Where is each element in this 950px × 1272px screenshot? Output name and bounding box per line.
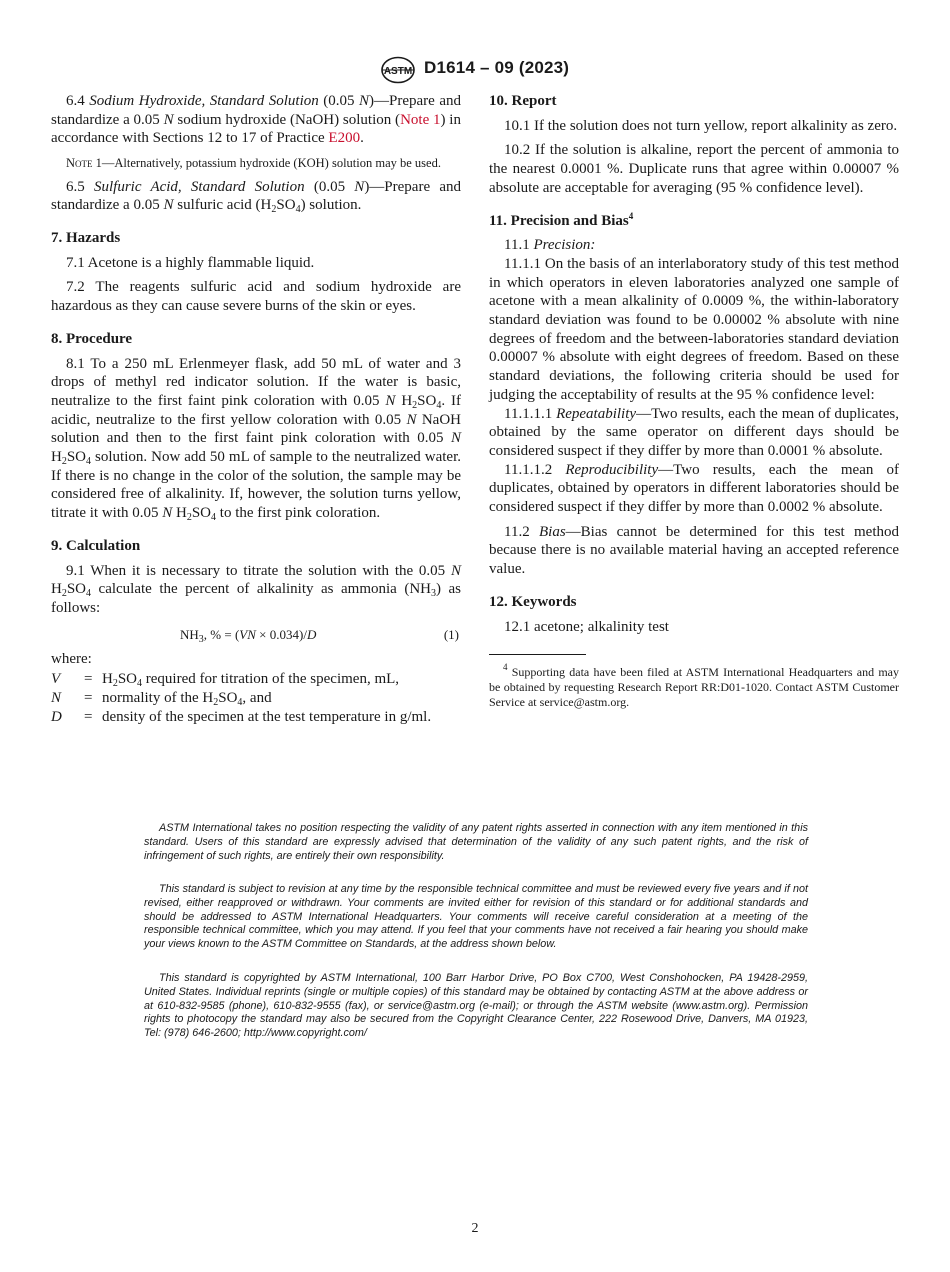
section-11-1-1-1: 11.1.1.1 Repeatability—Two results, each the mean of duplicates, obtained by the same operator on different days should be considered suspect if they differ by more than 0.0001 % absolute. <box>489 405 899 459</box>
document-designation: D1614 – 09 (2023) <box>424 58 570 77</box>
section-7-1: 7.1 Acetone is a highly flammable liquid. <box>66 254 315 271</box>
heading-keywords: 12. Keywords <box>489 593 577 610</box>
section-11-1-1-2: 11.1.1.2 Reproducibility—Two results, each the mean of duplicates, obtained by operators in different laboratories should be considered suspect if they differ by more than 0.0002 % absolute. <box>489 461 900 516</box>
section-9-1: 9.1 When it is necessary to titrate the solution with the 0.05 N $H_2SO_4$ calculate the percent of alkalinity as ammonia $(NH_3)$ as follows: <box>51 562 462 616</box>
section-11-1-1: 11.1.1 On the basis of an interlaboratory study of this test method in which operators in eleven laboratories analyzed one sample of acetone with a mean alkalinity of 0.0009 %, the within-laboratory standard deviation was found to be 0.00002 % absolute with nine degrees of freedom and the between-laboratories standard deviation 0.00007 % absolute with eight degrees of freedom. Based on these standard deviations, the following criteria should be used for judging the acceptability of results at the 95 % confidence level: <box>489 255 899 403</box>
footnote-4-ref[interactable]: 4 <box>628 210 634 221</box>
section-10-1: 10.1 If the solution does not turn yellow, report alkalinity as zero. <box>504 117 898 134</box>
copyright-notice: This standard is copyrighted by ASTM International, 100 Barr Harbor Drive, PO Box C700, West Conshohocken, PA 19428-2959, United States. Individual reprints (single or multiple copies) of this standard may be obtained by contacting ASTM at the above address or at 610-832-9585 (phone), 610-832-9555 (fax), or service@astm.org (e-mail); or through the ASTM website (www.astm.org). Permission rights to photocopy the standard may also be secured from the Copyright Clearance Center, 222 Rosewood Drive, Danvers, MA 01923, Tel: (978) 646-2600; http://www.copyright.com/ <box>144 972 808 1040</box>
equation-number: (1) <box>443 626 459 642</box>
heading-report: 10. Report <box>489 93 557 109</box>
left-column <box>51 92 461 726</box>
variable-v: V = $H_2SO_4$ required for titration of the specimen, mL, <box>51 671 400 690</box>
section-7-2: 7.2 The reagents sulfuric acid and sodium hydroxide are hazardous as they can cause severe burns of the skin or eyes. <box>51 279 461 315</box>
page-number: 2 <box>471 1221 479 1236</box>
section-10-2: 10.2 If the solution is alkaline, report the percent of ammonia to the nearest 0.0001 %. Duplicate runs that agree within 0.00007 % absolute are acceptable for averaging (95 % confidence level). <box>489 142 899 196</box>
variable-n: N = normality of the $H_2SO_4$, and <box>51 690 272 709</box>
variable-list <box>51 670 461 726</box>
footnote-4: $^4$ Supporting data have been filed at ASTM International Headquarters and may be obtained by requesting Research Report RR:D01-1020. Contact ASTM Customer Service at service@astm.org. <box>489 662 899 710</box>
heading-precision-bias: 11. Precision and Bias$^4$ <box>489 210 634 229</box>
page-header <box>0 56 950 84</box>
footnote-divider <box>489 654 586 655</box>
e200-link[interactable]: E200 <box>328 130 361 147</box>
section-12-1: 12.1 acetone; alkalinity test <box>504 618 669 635</box>
equation-1 <box>51 624 461 646</box>
note-1: Note 1—Alternatively, potassium hydroxide (KOH) solution may be used. <box>66 156 441 171</box>
heading-hazards: 7. Hazards <box>51 230 121 247</box>
right-column <box>489 92 899 710</box>
revision-disclaimer: This standard is subject to revision at any time by the responsible technical committee and must be reviewed every five years and if not revised, either reapproved or withdrawn. Your comments are invited either for revision of this standard or for additional standards and should be addressed to ASTM International Headquarters. Your comments will receive careful consideration at a meeting of the responsible technical committee, which you may attend. If you feel that your comments have not received a fair hearing you should make your views known to the ASTM Committee on Standards, at the address shown below. <box>144 883 808 951</box>
heading-procedure: 8. Procedure <box>51 330 133 347</box>
note-1-link[interactable]: Note 1 <box>400 111 441 128</box>
heading-calculation: 9. Calculation <box>51 537 141 554</box>
variable-d: D = density of the specimen at the test temperature in g/ml. <box>51 708 432 725</box>
equation-body: $NH_3$, % = (VN × 0.034)/D <box>180 626 317 645</box>
section-8-1: 8.1 To a 250 mL Erlenmeyer flask, add 50 mL of water and 3 drops of methyl red indicator solution. If the water is basic, neutralize to the first faint pink coloration with 0.05 N $H_2SO_4$. If acidic, neutralize to the first yellow coloration with 0.05 N NaOH solution and then to the first faint pink coloration with 0.05 N $H_2SO_4$ solution. Now add 50 mL of sample to the neutralized water. If there is no change in the color of the solution, the sample may be considered free of alkalinity. If, however, the solution turns yellow, titrate it with 0.05 N $H_2SO_4$ to the first pink coloration. <box>51 355 461 524</box>
section-6-5: 6.5 Sulfuric Acid, Standard Solution (0.05 N)—Prepare and standardize a 0.05 N sulfuric acid $(H_2SO_4)$ solution. <box>51 178 461 216</box>
section-11-1: 11.1 Precision: <box>504 237 596 254</box>
patent-disclaimer: ASTM International takes no position respecting the validity of any patent rights asserted in connection with any item mentioned in this standard. Users of this standard are expressly advised that determination of the validity of any such patent rights, and the risk of infringement of such rights, are entirely their own responsibility. <box>144 822 808 862</box>
logo-text: ASTM <box>383 66 413 77</box>
section-6-4: 6.4 Sodium Hydroxide, Standard Solution (0.05 N)—Prepare and standardize a 0.05 N sodium hydroxide (NaOH) solution (Note 1) in accordance with Sections 12 to 17 of Practice E200. <box>51 93 461 147</box>
section-11-2: 11.2 Bias—Bias cannot be determined for this test method because there is no available material having an accepted reference value. <box>489 523 900 578</box>
where-label: where: <box>51 650 92 667</box>
astm-logo-icon <box>380 56 416 84</box>
